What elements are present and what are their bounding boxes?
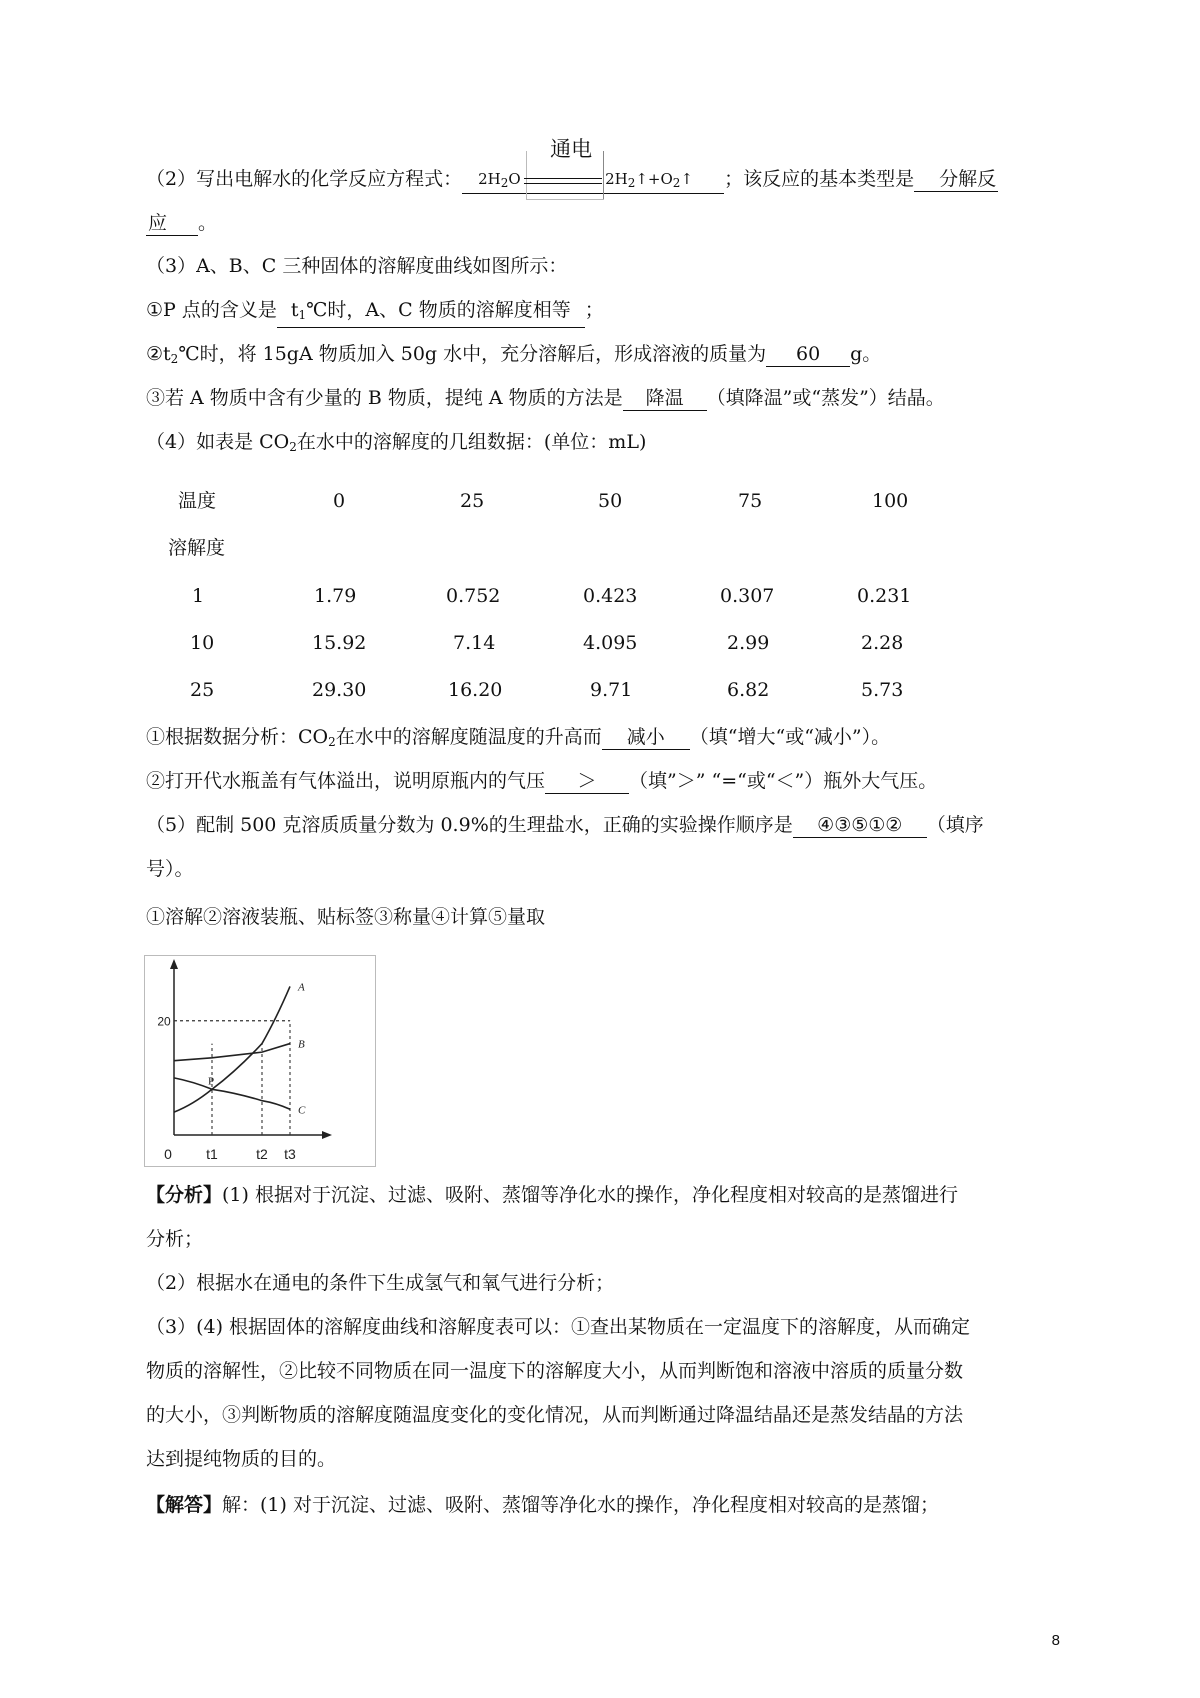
- equal-sign: [524, 178, 602, 184]
- x-tick-label: t2: [256, 1146, 268, 1162]
- y-tick-label: 20: [157, 1014, 171, 1029]
- table-cell: 25: [190, 679, 215, 701]
- q3-intro: （3）A、B、C 三种固体的溶解度曲线如图所示：: [146, 255, 568, 277]
- table-cell: 5.73: [861, 679, 904, 701]
- q2-prefix: （2）写出电解水的化学反应方程式：: [146, 168, 463, 190]
- q2-answer-a: 分解反: [914, 167, 998, 192]
- q5-answer: ④③⑤①②: [793, 813, 927, 838]
- q3-s2-answer: 60: [766, 342, 850, 367]
- q2-line: [146, 137, 998, 194]
- table-cell: 2.28: [861, 632, 904, 654]
- q4-s1: ①根据数据分析：$CO_2$在水中的溶解度随温度的升高而 减小 （填“增大“或“减小”）。: [146, 726, 891, 749]
- analysis-p1a: 【分析】(1) 根据对于沉淀、过滤、吸附、蒸馏等净化水的操作，净化程度相对较高的是蒸馏进行: [146, 1184, 958, 1206]
- point-p-label: P: [208, 1075, 215, 1088]
- solution-p1: 【解答】解：(1) 对于沉淀、过滤、吸附、蒸馏等净化水的操作，净化程度相对较高的是蒸馏；: [146, 1494, 939, 1516]
- q2-mid: ；该反应的基本类型是: [724, 168, 915, 190]
- q3-s1: ①P 点的含义是 $t_1℃$时，A、C 物质的溶解度相等 ；: [146, 297, 604, 328]
- q3-s3: ③若 A 物质中含有少量的 B 物质，提纯 A 物质的方法是 降温 （填降温”或“蒸发”）结晶。: [146, 387, 945, 409]
- table-cell: 29.30: [312, 679, 367, 701]
- analysis-p1b: 分析；: [146, 1228, 204, 1250]
- q3-s2: $②t_2℃$时，将 15gA 物质加入 50g 水中，充分溶解后，形成溶液的质量为 60 g。: [146, 343, 882, 366]
- table-temp: 0: [333, 490, 346, 512]
- solution-tag: 【解答】: [146, 1494, 223, 1516]
- equation-box: $2H_2O$ 通电 $2H_2↑+O_2↑$: [472, 167, 722, 193]
- table-temp: 100: [872, 490, 909, 512]
- q4-s2-answer: ＞: [545, 769, 629, 794]
- table-cell: 0.231: [857, 585, 912, 607]
- table-cell: 1.79: [314, 585, 357, 607]
- analysis-tag: 【分析】: [146, 1184, 223, 1206]
- series-label-A: A: [298, 981, 305, 994]
- x-axis-arrow: [322, 1131, 332, 1139]
- x-tick-label: 0: [164, 1146, 172, 1162]
- q4-s2: ②打开代水瓶盖有气体溢出，说明原瓶内的气压 ＞ （填”＞” “=“或“＜”）瓶外大气压。: [146, 770, 938, 792]
- series-label-B: B: [298, 1038, 305, 1051]
- q2-line-2: 应 。: [148, 212, 218, 234]
- series-line-B: [174, 1044, 290, 1061]
- q2-equation: [462, 137, 724, 194]
- x-tick-label: t1: [206, 1146, 218, 1162]
- analysis-p2: （2）根据水在通电的条件下生成氢气和氧气进行分析；: [146, 1272, 615, 1294]
- table-temp: 50: [598, 490, 623, 512]
- table-cell: 7.14: [453, 632, 496, 654]
- q4-s1-answer: 减小: [602, 725, 690, 750]
- q5-line-2: 号）。: [146, 858, 194, 880]
- table-cell: 16.20: [448, 679, 503, 701]
- solubility-curve-chart: [144, 955, 376, 1167]
- series-label-C: C: [298, 1104, 306, 1117]
- analysis-p3d: 达到提纯物质的目的。: [146, 1448, 337, 1470]
- table-temp: 75: [738, 490, 763, 512]
- page-number: 8: [1051, 1632, 1060, 1649]
- q2-answer-b: 应: [146, 211, 198, 236]
- condition-label: 通电: [550, 137, 593, 161]
- table-row-label: 溶解度: [168, 537, 226, 559]
- q5-steps: ①溶解②溶液装瓶、贴标签③称量④计算⑤量取: [146, 906, 546, 928]
- x-tick-label: t3: [284, 1146, 296, 1162]
- table-cell: 0.752: [446, 585, 501, 607]
- table-header-label: 温度: [178, 490, 217, 512]
- analysis-p3c: 的大小，③判断物质的溶解度随温度变化的变化情况，从而判断通过降温结晶还是蒸发结晶的方法: [146, 1404, 964, 1426]
- y-axis-arrow: [170, 959, 178, 969]
- analysis-p3a: （3）(4) 根据固体的溶解度曲线和溶解度表可以：①查出某物质在一定温度下的溶解度，从而确定: [146, 1316, 971, 1338]
- q4-intro: （4）如表是 $CO_2$在水中的溶解度的几组数据：(单位：mL): [146, 431, 647, 454]
- table-cell: 10: [190, 632, 215, 654]
- table-temp: 25: [460, 490, 485, 512]
- table-cell: 15.92: [312, 632, 367, 654]
- q3-s1-answer: $t_1℃$时，A、C 物质的溶解度相等: [277, 298, 585, 328]
- table-cell: 4.095: [583, 632, 638, 654]
- table-cell: 1: [192, 585, 205, 607]
- analysis-p3b: 物质的溶解性，②比较不同物质在同一温度下的溶解度大小，从而判断饱和溶液中溶质的质量分数: [146, 1360, 964, 1382]
- q5-line: （5）配制 500 克溶质质量分数为 0.9%的生理盐水，正确的实验操作顺序是 ④③⑤①② （填序: [146, 814, 984, 836]
- table-cell: 9.71: [590, 679, 633, 701]
- q3-s3-answer: 降温: [623, 386, 707, 411]
- table-cell: 0.307: [720, 585, 775, 607]
- table-cell: 2.99: [727, 632, 770, 654]
- table-cell: 0.423: [583, 585, 638, 607]
- table-cell: 6.82: [727, 679, 770, 701]
